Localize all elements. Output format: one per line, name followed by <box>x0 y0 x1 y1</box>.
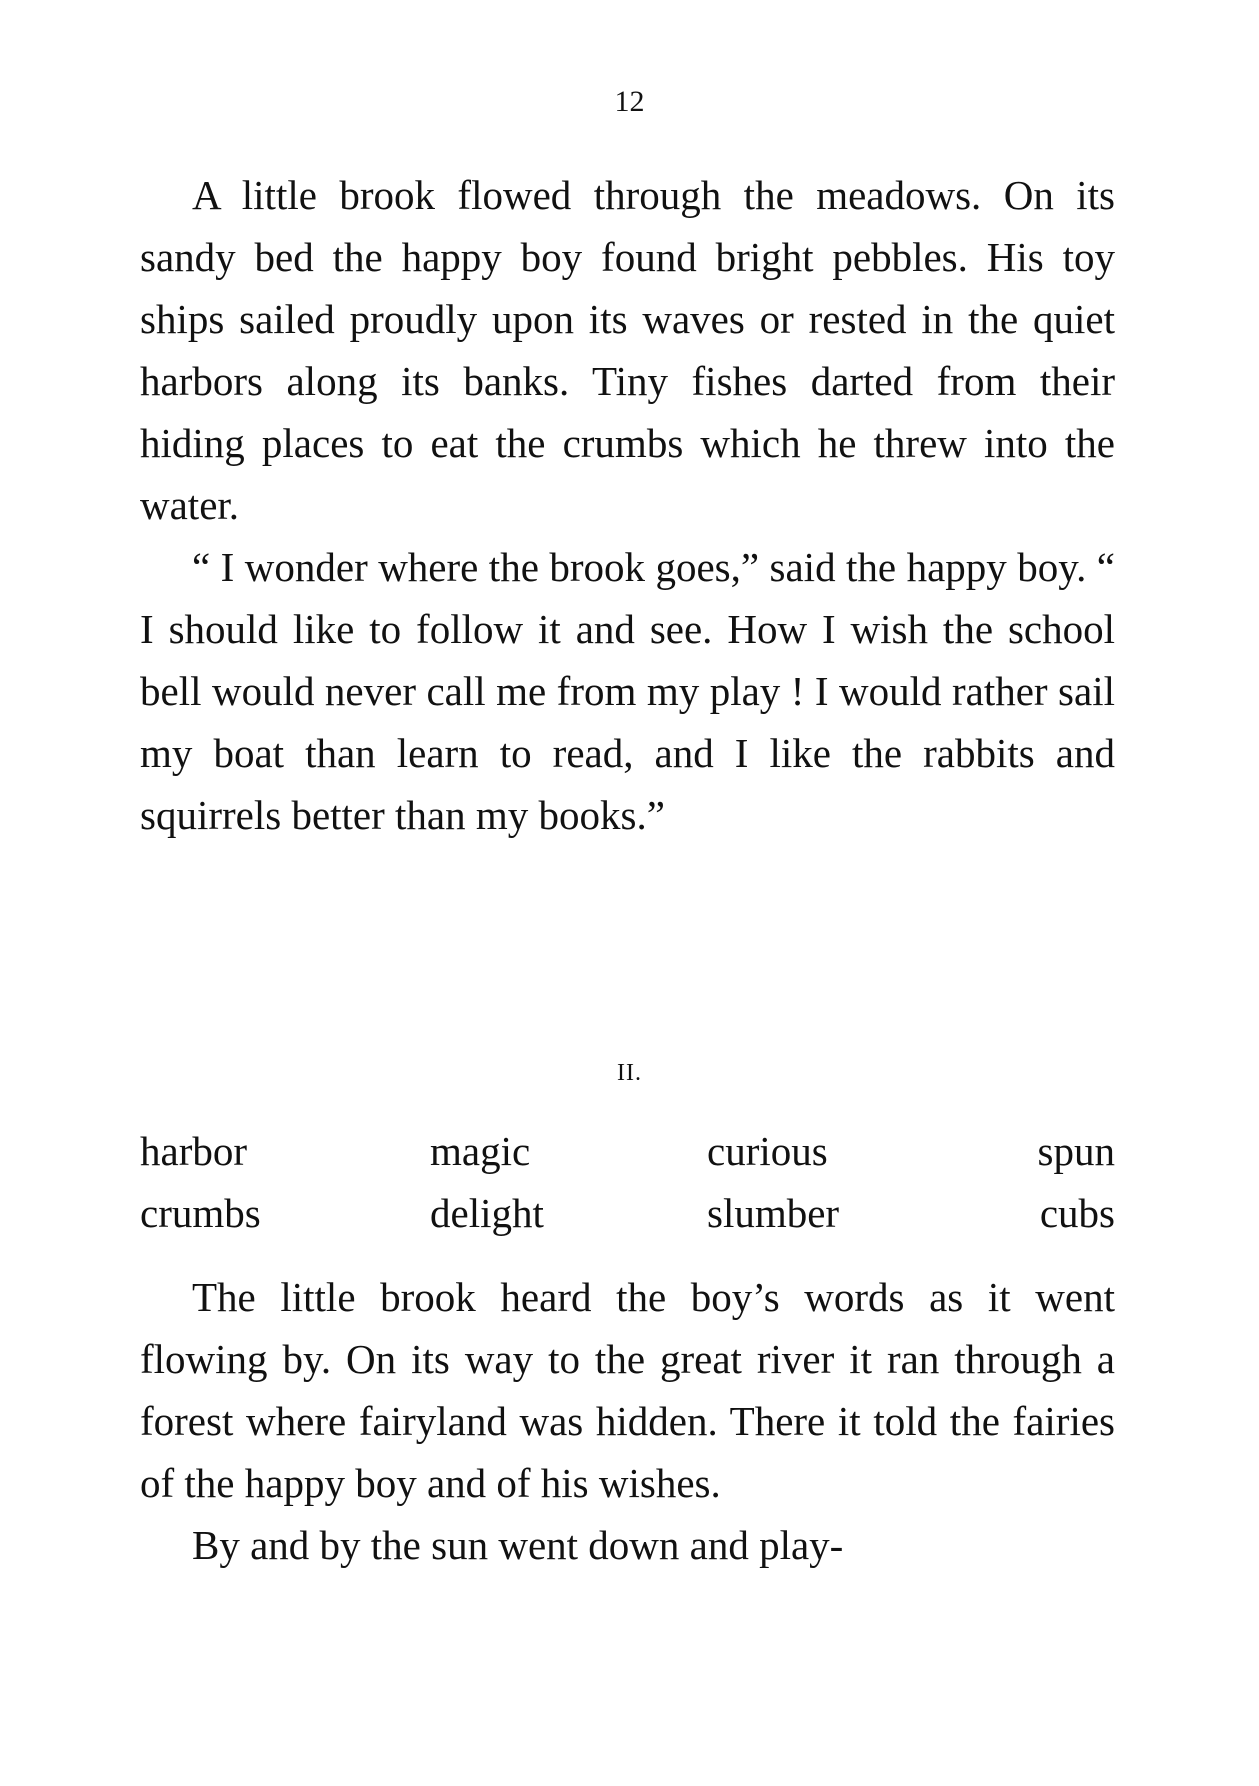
vocabulary-row <box>140 1120 1115 1182</box>
vocabulary-word: harbor <box>140 1128 248 1174</box>
section-two-text <box>140 1266 1115 1576</box>
section-one-text <box>140 164 1115 846</box>
vocabulary-word: magic <box>430 1128 531 1174</box>
vocabulary-word: delight <box>430 1190 544 1236</box>
paragraph: “ I wonder where the brook goes,” said the happy boy. “ I should like to follow it and see. How I wish the school bell would never call me from my play ! I would rather sail my boat than learn to read, and I like the rabbits and squirrels better than my books.” <box>140 544 1115 838</box>
vocabulary-word: spun <box>1037 1128 1115 1174</box>
page-number: 12 <box>614 85 645 118</box>
vocabulary-word: cubs <box>1039 1190 1115 1236</box>
paragraph: The little brook heard the boy’s words as it went flowing by. On its way to the great river it ran through a forest where fairyland was hidden. There it told the fairies of the happy boy and of his wishes. <box>140 1274 1115 1506</box>
vocabulary-row <box>140 1182 1115 1244</box>
paragraph: A little brook flowed through the meadows. On its sandy bed the happy boy found bright pebbles. His toy ships sailed proudly upon its waves or rested in the quiet harbors along its banks. Tiny fishes darted from their hiding places to eat the crumbs which he threw into the water. <box>140 172 1115 528</box>
vocabulary-word: slumber <box>707 1190 840 1236</box>
paragraph: By and by the sun went down and play- <box>192 1522 844 1568</box>
section-heading: II. <box>617 1060 642 1086</box>
vocabulary-word: curious <box>707 1128 828 1174</box>
vocabulary-word: crumbs <box>140 1190 261 1236</box>
vocabulary-list <box>140 1120 1115 1244</box>
